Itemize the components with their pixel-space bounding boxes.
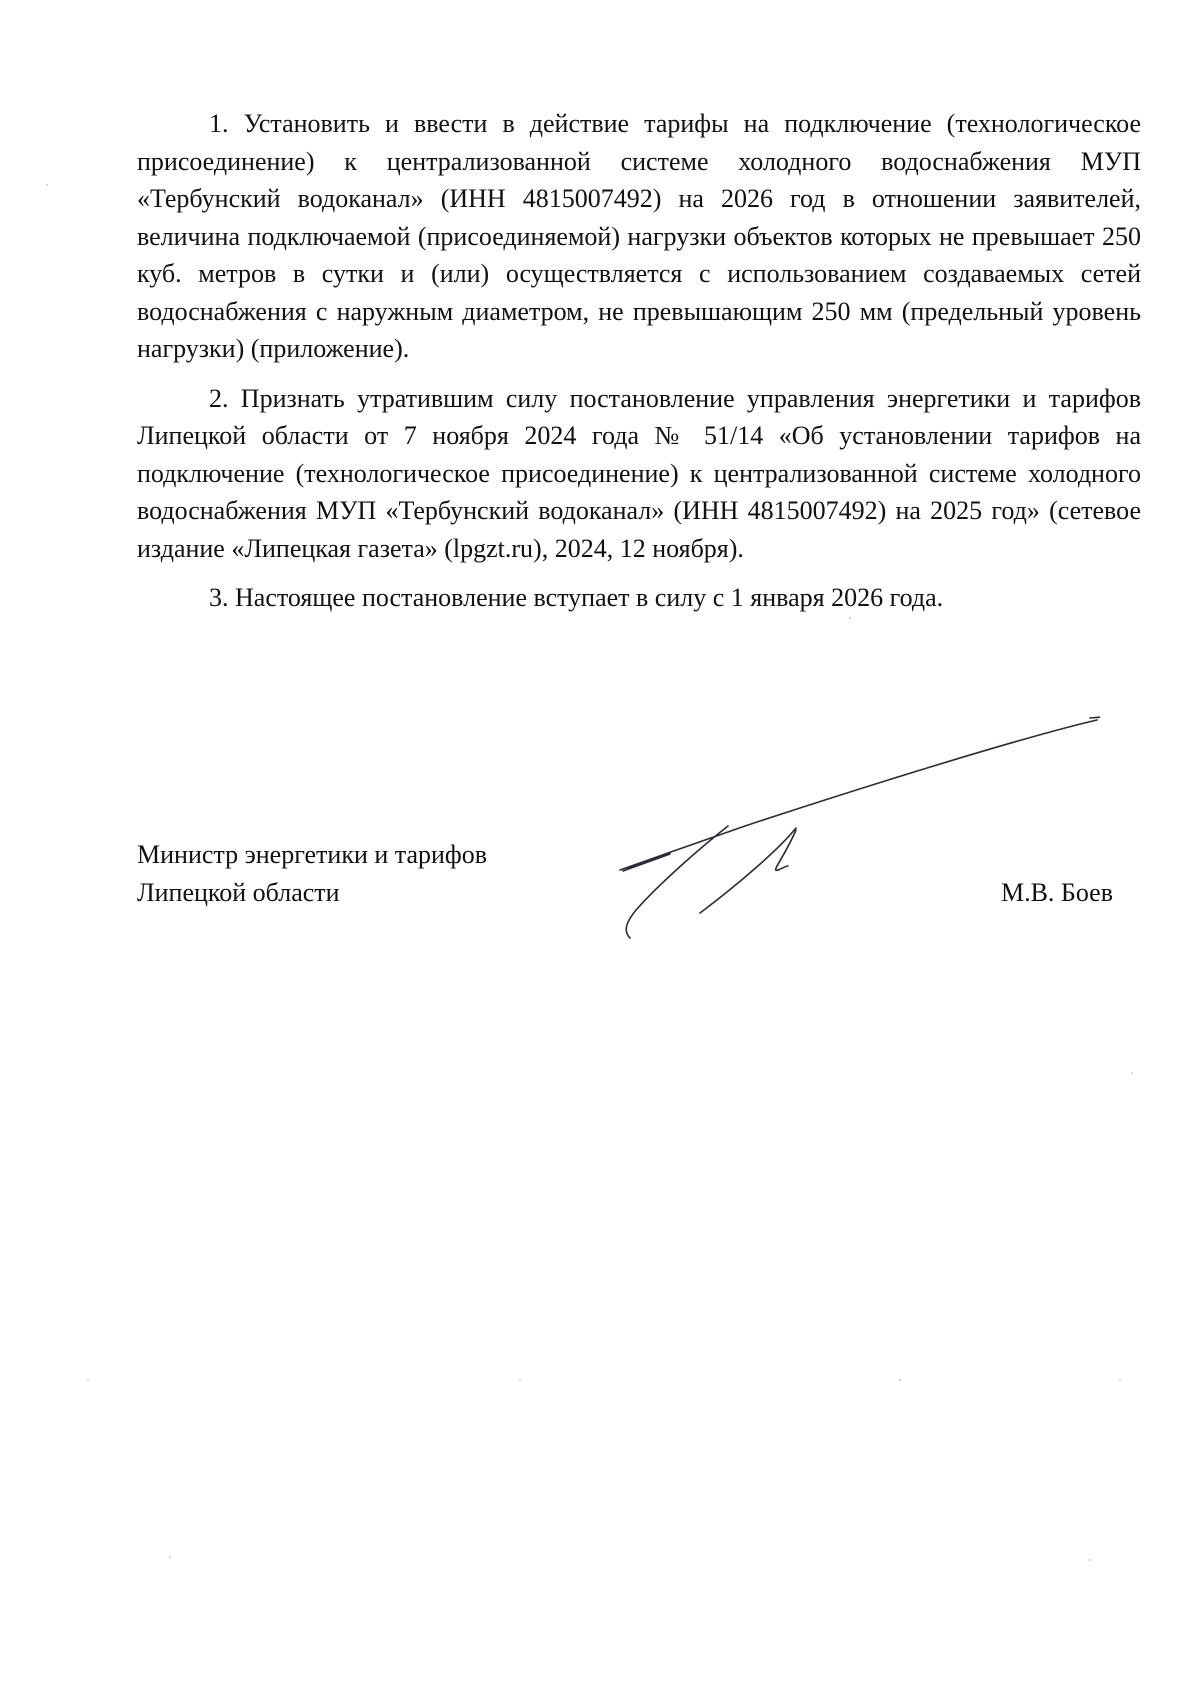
signatory-name: М.В. Боев (1000, 878, 1113, 907)
handwritten-signature (600, 708, 1100, 958)
paragraph-2: 2. Признать утратившим силу постановление управления энергетики и тарифов Липецкой области от 7 ноября 2024 года № 51/14 «Об установлении тарифов на подключение (технологическое присоединение) к централизованной системе холодного водоснабжения МУП «Тербунский водоканал» (ИНН 4815007492) на 2025 год» (сетевое издание «Липецкая газета» (lpgzt.ru), 2024, 12 ноября). (137, 383, 1141, 563)
paragraph-1: 1. Установить и ввести в действие тарифы на подключение (технологическое присоединение) к централизованной системе холодного водоснабжения МУП «Тербунский водоканал» (ИНН 4815007492) на 2026 год в отношении заявителей, величина подключаемой (присоединяемой) нагрузки объектов которых не превышает 250 куб. метров в сутки и (или) осуществляется с использованием создаваемых сетей водоснабжения с наружным диаметром, не превышающим 250 мм (предельный уровень нагрузки) (приложение). (137, 109, 1141, 363)
document-body (137, 105, 1141, 629)
paragraph-3: 3. Настоящее постановление вступает в силу с 1 января 2026 года. (209, 583, 944, 612)
signature-block (137, 836, 1141, 912)
signatory-title-line-1: Министр энергетики и тарифов (137, 840, 488, 869)
signatory-title-line-2: Липецкой области (137, 878, 340, 907)
